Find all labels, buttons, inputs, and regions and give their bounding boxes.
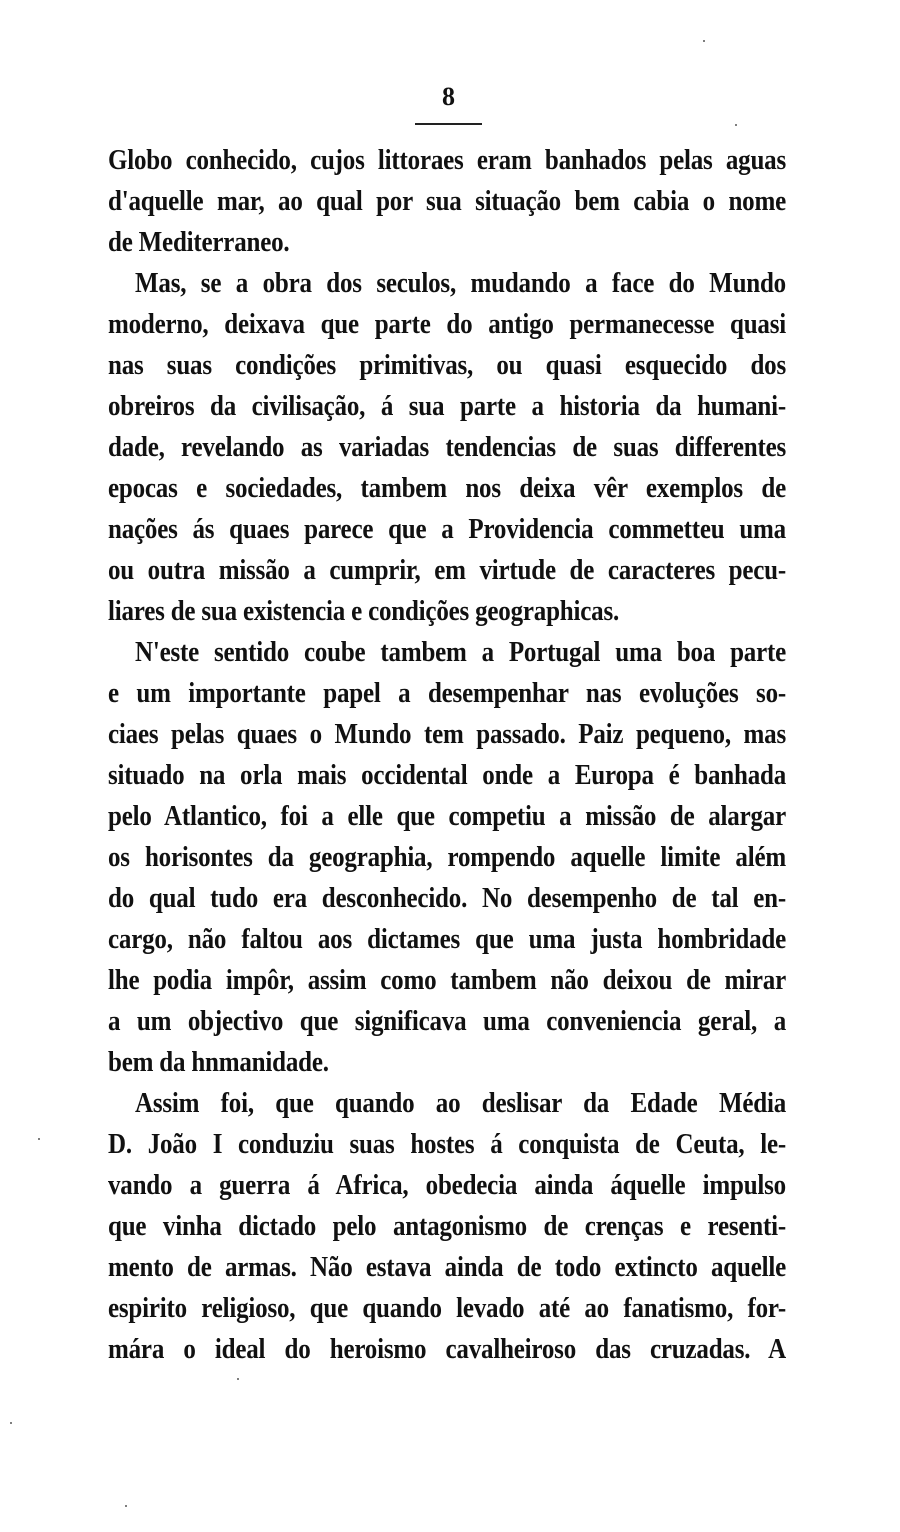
text-line: Mas, se a obra dos seculos, mudando a face do Mundo [135,267,786,300]
scan-speck [735,124,737,126]
text-line: os horisontes da geographia, rompendo aquelle limite além [108,841,786,874]
text-line: epocas e sociedades, tambem nos deixa vêr exemplos de [108,472,786,505]
text-line: D. João I conduziu suas hostes á conquista de Ceuta, le- [108,1128,786,1161]
text-line: ciaes pelas quaes o Mundo tem passado. Paiz pequeno, mas [108,718,786,751]
text-line: cargo, não faltou aos dictames que uma justa hombridade [108,923,786,956]
text-line: a um objectivo que significava uma conveniencia geral, a [108,1005,786,1038]
page-number-rule [415,123,482,125]
text-line: mento de armas. Não estava ainda de todo extincto aquelle [108,1251,786,1284]
scan-speck [237,1378,239,1380]
text-line: lhe podia impôr, assim como tambem não deixou de mirar [108,964,786,997]
text-line: situado na orla mais occidental onde a Europa é banhada [108,759,786,792]
page-number: 8 [442,82,455,111]
scan-speck [703,40,705,42]
text-line: obreiros da civilisação, á sua parte a historia da humani- [108,390,786,423]
scan-speck [125,1505,127,1507]
text-line: liares de sua existencia e condições geographicas. [108,595,620,628]
text-line: Assim foi, que quando ao deslisar da Edade Média [135,1087,786,1120]
text-line: que vinha dictado pelo antagonismo de crenças e resenti- [108,1210,786,1243]
text-line: e um importante papel a desempenhar nas evoluções so- [108,677,786,710]
text-line: pelo Atlantico, foi a elle que competiu a missão de alargar [108,800,786,833]
text-line: nações ás quaes parece que a Providencia commetteu uma [108,513,786,546]
body-text [108,140,786,1370]
text-line: N'este sentido coube tambem a Portugal uma boa parte [135,636,786,669]
text-line: bem da hnmanidade. [108,1046,329,1079]
text-line: ou outra missão a cumprir, em virtude de caracteres pecu- [108,554,786,587]
text-line: moderno, deixava que parte do antigo permanecesse quasi [108,308,786,341]
text-line: mára o ideal do heroismo cavalheiroso das cruzadas. A [108,1333,786,1366]
scan-speck [38,1138,40,1140]
text-line: do qual tudo era desconhecido. No desempenho de tal en- [108,882,786,915]
text-line: d'aquelle mar, ao qual por sua situação bem cabia o nome [108,185,786,218]
text-line: Globo conhecido, cujos littoraes eram banhados pelas aguas [108,144,786,177]
text-line: nas suas condições primitivas, ou quasi esquecido dos [108,349,786,382]
text-line: vando a guerra á Africa, obedecia ainda áquelle impulso [108,1169,786,1202]
text-line: dade, revelando as variadas tendencias de suas differentes [108,431,786,464]
text-line: espirito religioso, que quando levado até ao fanatismo, for- [108,1292,786,1325]
text-line: de Mediterraneo. [108,226,290,259]
scan-speck [10,1422,12,1424]
